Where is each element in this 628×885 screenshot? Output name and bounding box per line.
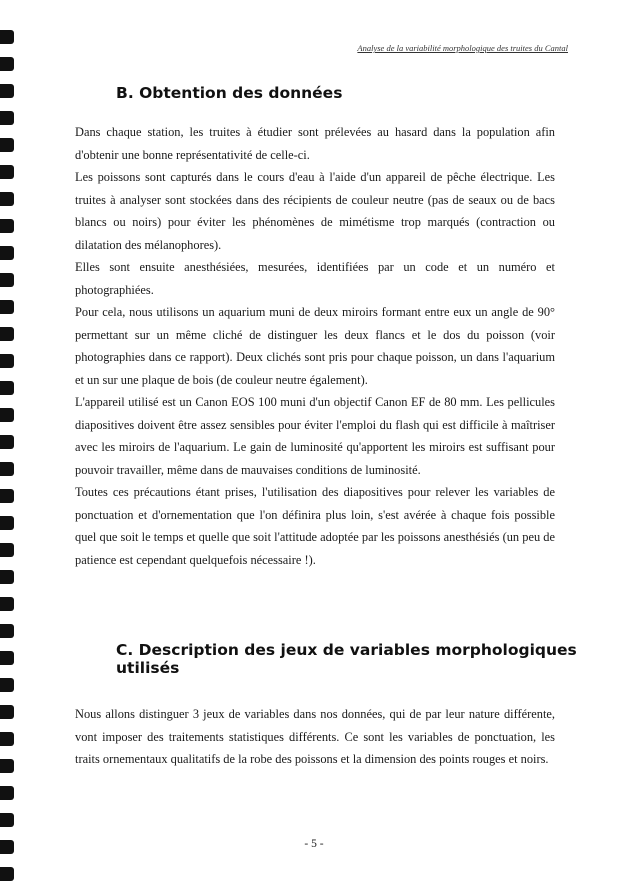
binding-ring <box>0 165 14 179</box>
paragraph: Nous allons distinguer 3 jeux de variables dans nos données, qui de par leur nature différente, vont imposer des traitements statistiques différents. Ce sont les variables de ponctuation, les traits ornementaux qualitatifs de la robe des poissons et la dimension des points rouges et noirs. <box>75 707 555 766</box>
paragraph: Elles sont ensuite anesthésiées, mesurées, identifiées par un code et un numéro et photographiées. <box>75 260 555 297</box>
binding-ring <box>0 354 14 368</box>
binding-ring <box>0 489 14 503</box>
binding-ring <box>0 84 14 98</box>
binding-ring <box>0 246 14 260</box>
binding-ring <box>0 597 14 611</box>
binding-ring <box>0 435 14 449</box>
binding-ring <box>0 273 14 287</box>
binding-ring <box>0 408 14 422</box>
binding-ring <box>0 219 14 233</box>
page-number: - 5 - <box>304 838 324 850</box>
binding-ring <box>0 462 14 476</box>
section-c-heading: C. Description des jeux de variables morphologiques utilisés <box>116 641 577 677</box>
binding-ring <box>0 111 14 125</box>
paragraph: Les poissons sont capturés dans le cours d'eau à l'aide d'un appareil de pêche électrique. Les truites à analyser sont stockées dans des récipients de couleur neutre (pas de seaux ou de bacs blancs ou noirs) pour éviter les phénomènes de mimétisme trop marqués (contraction ou dilatation des mélanophores). <box>75 170 555 252</box>
binding-ring <box>0 516 14 530</box>
binding-ring <box>0 30 14 44</box>
section-c-body <box>75 703 555 771</box>
paragraph: Toutes ces précautions étant prises, l'utilisation des diapositives pour relever les variables de ponctuation et d'ornementation que l'on définira plus loin, s'est avérée à chaque fois possible quel que soit le temps et quelle que soit l'attitude adoptée par les poissons anesthésiés (un peu de patience est cependant quelquefois nécessaire !). <box>75 485 555 567</box>
binding-ring <box>0 624 14 638</box>
binding-ring <box>0 867 14 881</box>
binding-ring <box>0 732 14 746</box>
binding-ring <box>0 381 14 395</box>
section-b-heading: B. Obtention des données <box>116 84 343 102</box>
binding-ring <box>0 678 14 692</box>
section-b-body <box>75 121 555 571</box>
paragraph: Dans chaque station, les truites à étudier sont prélevées au hasard dans la population afin d'obtenir une bonne représentativité de celle-ci. <box>75 125 555 162</box>
paragraph: L'appareil utilisé est un Canon EOS 100 muni d'un objectif Canon EF de 80 mm. Les pellicules diapositives doivent être assez sensibles pour éviter l'emploi du flash qui est difficile à maîtriser avec les miroirs de l'aquarium. Le gain de luminosité qu'apportent les miroirs est suffisant pour pouvoir travailler, même dans de mauvaises conditions de luminosité. <box>75 395 555 477</box>
binding-ring <box>0 138 14 152</box>
binding-ring <box>0 570 14 584</box>
binding-ring <box>0 543 14 557</box>
binding-ring <box>0 786 14 800</box>
binding-ring <box>0 327 14 341</box>
binding-ring <box>0 651 14 665</box>
spiral-binding <box>0 0 18 885</box>
binding-ring <box>0 759 14 773</box>
binding-ring <box>0 705 14 719</box>
binding-ring <box>0 813 14 827</box>
running-header: Analyse de la variabilité morphologique des truites du Cantal <box>357 43 568 53</box>
binding-ring <box>0 57 14 71</box>
paragraph: Pour cela, nous utilisons un aquarium muni de deux miroirs formant entre eux un angle de 90° permettant sur un même cliché de distinguer les deux flancs et le dos du poisson (voir photographies dans ce rapport). Deux clichés sont pris pour chaque poisson, un dans l'aquarium et un sur une plaque de bois (de couleur neutre également). <box>75 305 555 387</box>
binding-ring <box>0 300 14 314</box>
binding-ring <box>0 192 14 206</box>
